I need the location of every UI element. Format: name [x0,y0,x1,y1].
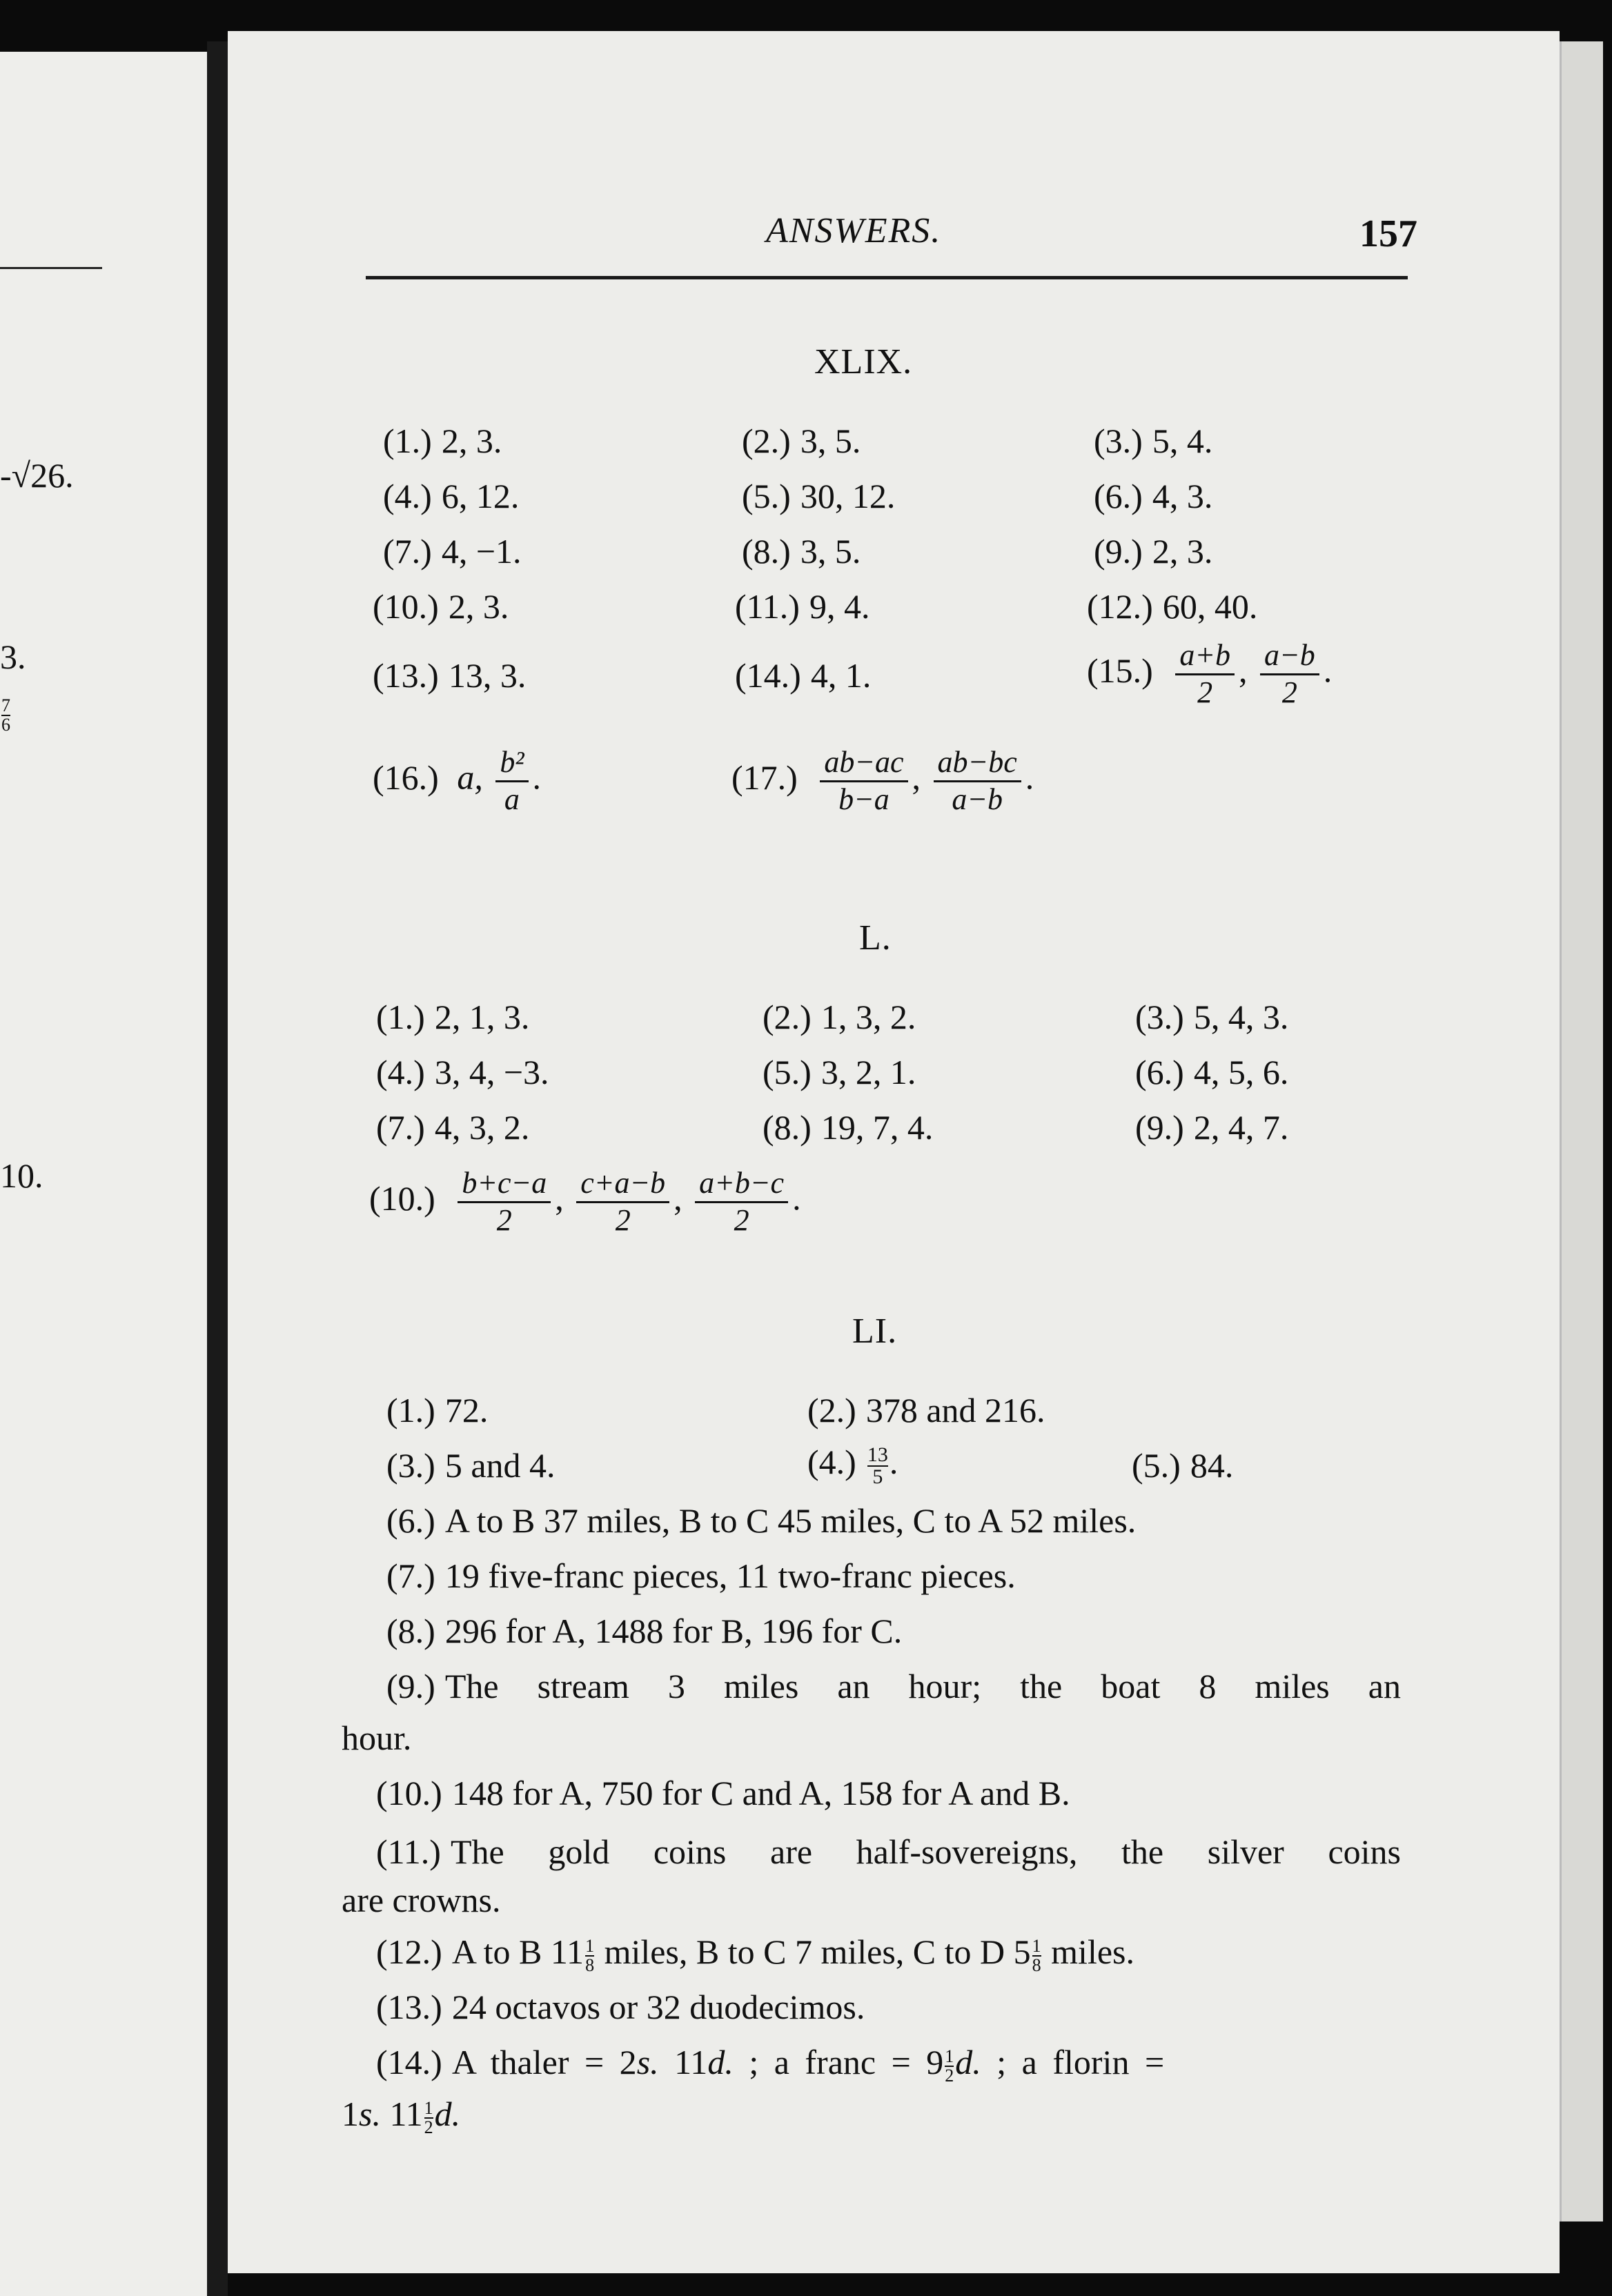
answer-continuation: are crowns. [342,1881,501,1919]
answer-item: (9.) 2, 3. [1094,532,1213,571]
section-heading-li: LI. [852,1312,898,1351]
answer-item: (7.) 19 five-franc pieces, 11 two-franc pieces. [386,1556,1016,1595]
answer-item: (10.) 148 for A, 750 for C and A, 158 for A and B. [376,1774,1070,1812]
answer-item: (9.) The stream 3 miles an hour; the boat 8 miles an [386,1667,1401,1705]
answer-item: (13.) 24 octavos or 32 duodecimos. [376,1988,865,2026]
answer-item: (8.) 3, 5. [742,532,861,571]
answer-item: (14.) A thaler = 2s. 11d. ; a franc = 9 $\frac{1}{2}$ d. ; a florin = [376,2043,1165,2086]
answer-item-fraction: (17.) $\frac{ab-ac}{b-a}$ , $\frac{ab-bc}{a-b}$ . [731,745,1034,816]
answer-item-fraction: (16.) a, $\frac{\text{b²}}{a}$ . [373,745,542,816]
left-fragment-3: 3. [0,637,26,676]
answer-item: (3.) 5, 4, 3. [1135,998,1289,1036]
answer-item-fraction: (10.) $\frac{b+c-a}{2}$ , $\frac{c+a-b}{2}$ , $\frac{a+b-c}{2}$ . [369,1166,801,1237]
answer-item: (3.) 5 and 4. [386,1446,556,1485]
answer-item: (1.) 72. [386,1391,489,1429]
answer-item: (5.) 30, 12. [742,477,896,515]
left-fragment-fraction: $\frac{7}{6}$ [1,695,10,735]
answer-item: (12.) 60, 40. [1087,587,1258,626]
left-page-rule [0,267,102,269]
answers-page [228,31,1560,2273]
section-heading-l: L. [859,918,892,958]
answer-item: (4.) 3, 4, −3. [376,1053,549,1091]
left-fragment-sqrt: -√26. [0,456,74,495]
page-edge [1560,41,1603,2221]
left-facing-page [0,52,207,2296]
answer-item-fraction: (15.) $\frac{a+b}{2}$ , $\frac{a-b}{2}$ . [1087,638,1333,709]
answer-item: (7.) 4, 3, 2. [376,1108,530,1147]
section-heading-xlix: XLIX. [814,342,913,382]
answer-item: (2.) 378 and 216. [807,1391,1045,1429]
answer-item: (6.) 4, 3. [1094,477,1213,515]
answer-item: (5.) 3, 2, 1. [763,1053,916,1091]
book-gutter [207,41,228,2296]
answer-item: (13.) 13, 3. [373,656,527,695]
answer-item: (8.) 296 for A, 1488 for B, 196 for C. [386,1612,903,1650]
answer-item: (2.) 3, 5. [742,422,861,460]
answer-item: (4.) 6, 12. [383,477,520,515]
answer-item: (12.) A to B 11 $\frac{1}{8}$ miles, B to C 7 miles, C to D 5 $\frac{1}{8}$ miles. [376,1932,1134,1975]
answer-continuation: hour. [342,1719,412,1757]
answer-item: (3.) 5, 4. [1094,422,1213,460]
answer-item: (6.) 4, 5, 6. [1135,1053,1289,1091]
page-number: 157 [1359,212,1417,255]
answer-item: (9.) 2, 4, 7. [1135,1108,1289,1147]
answer-item: (8.) 19, 7, 4. [763,1108,934,1147]
answer-item: (11.) 9, 4. [735,587,870,626]
left-fragment-10: 10. [0,1156,43,1195]
answer-item: (2.) 1, 3, 2. [763,998,916,1036]
running-head: ANSWERS. [766,211,942,250]
answer-item: (6.) A to B 37 miles, B to C 45 miles, C to A 52 miles. [386,1501,1137,1540]
answer-item: (11.) The gold coins are half-sovereigns, the silver coins [376,1832,1401,1871]
answer-item: (10.) 2, 3. [373,587,509,626]
answer-continuation: 1s. 11 $\frac{1}{2}$ d. [342,2095,461,2137]
answer-item: (14.) 4, 1. [735,656,872,695]
answer-item: (7.) 4, −1. [383,532,522,571]
answer-item-fraction: (4.) $\frac{13}{5}$ . [807,1443,898,1488]
answer-item: (1.) 2, 3. [383,422,502,460]
header-rule [366,276,1408,279]
answer-item: (5.) 84. [1132,1446,1234,1485]
answer-item: (1.) 2, 1, 3. [376,998,530,1036]
